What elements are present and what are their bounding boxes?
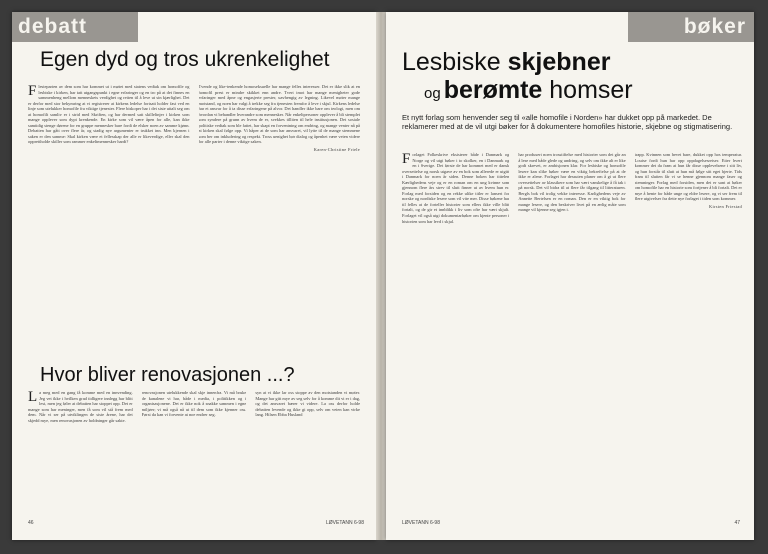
review-body <box>402 152 742 514</box>
review-column: har produsert noen trosstiftelse med historier som det går an å lese med både glede og undring, og selv om ikke alt er like godt skrevet, er ambisjonen klar. For lesbiske og homofile lesere kan slike bøker være en viktig bekreftelse på at de ikke er alene. Forlaget har dessuten planer om å gi ut flere oversettelser av klassikere som har vært vanskelige å få tak i på norsk. Det vil bidra til at flere får tilgang til litteraturen. Bergls bok vil trolig vekke interesse. Karlighedens veje av Annette Bertelsen er en roman. Den er en viktig bok for mange lesere, og den beskriver livet på en ærlig måte som mange vil kjenne seg igjen i. <box>518 152 626 213</box>
review-title-line2: og berømte homser <box>424 76 633 104</box>
review-column: Forlaget Folkeskrive eksisterer både i Danmark og Norge og vil utgi bøker i to skolker, en i Danmark og en i Sverige. Det første de har kommet med er dansk oversettelse og norsk utgave av en bok som allerede er utgitt i Danmark for noen år siden. Denne boken har tittelen Kærlighedens veje og er en roman om en ung kvinne som gjennom flere års strev til slutt finner ut av hvem hun er. Forlag med forsiden og en rekke ulike titler er lansert for norske og nordiske lesere som vil vite mer. Disse bøkene har til felles at de forteller historier som ellers ikke ville blitt fortalt, og de gir et innblikk i liv som ofte har vært skjult. Forlaget vil også utgi dokumentarbøker om kjente personer i historien som har levd i skjul. <box>402 152 510 224</box>
article-column: Flesteparten av dem som har kommet ut i møtet med statens vedtak om homofile og lesbiske i kirken, har tatt utgangspunkt i egne erfaringer og en tro på at det finnes en sammenheng mellom menneskets verdighet og retten til å leve ut sin kjærlighet. Det er derfor med stor bekymring at vi registrerer at kirkens ledelse fortsatt holder fast ved en linje som utelukker homofile fra viktige tjenester. Flere biskoper har i det siste uttalt seg om at homofilt samliv er i strid med Skriften, og har dermed satt skillelinjer i kirken som mange opplever som dypt krenkende. En kirke som vil være åpen for alle, kan ikke samtidig stenge dørene for en gruppe mennesker bare fordi de elsker noen av samme kjønn. Debatten har gått over flere år, og stadig nye argumenter er trukket inn. Men kjernen i saken er den samme: Skal kirken være et fellesskap der alle er likeverdige, eller skal den opprettholde skiller som rammer enkeltmennesker hardt? <box>28 84 190 145</box>
reviewer-signature: Kirsten Friestad <box>709 203 742 209</box>
article-body-2 <box>28 390 360 512</box>
magazine-footer: LØVETANN 6-98 <box>326 520 364 526</box>
review-ingress: Et nytt forlag som henvender seg til «alle homofile i Norden» har dukket opp på markedet. De reklamerer med at de vil utgi bøker for å dokumentere homofiles historie, skjebne og stigmatisering. <box>402 113 733 132</box>
author-signature: Karen-Christine Friele <box>313 147 360 153</box>
article-column: renovasjonen utelukkende skal skje innenfra. Vi må bruke de kanalene vi har, både i media, i politikken og i organisasjonene. Det er ikke nok å snakke sammen i egne miljøer; vi må også nå ut til dem som ikke kjenner oss. Først da kan vi forvente at noe endrer seg. <box>141 390 247 418</box>
dropcap: F <box>28 84 37 99</box>
left-page <box>12 12 376 540</box>
article-column: La meg med en gang få komme med en innvending. Jeg vet ikke i hvilken grad tidligere innlegg har blitt lest, men jeg føler at debatten har stoppet opp. Det er mange som har meninger, men få som vil stå frem med dem. Når vi ser på utviklingen de siste årene, har det skjedd mye, men renovasjonen av holdninger går sakte. <box>28 390 133 423</box>
dropcap: F <box>402 152 411 167</box>
article-column: syn at vi ikke lar oss stoppe av den motstanden vi møter. Mange har gitt mye av seg selv for å komme dit vi er i dag, og det ansvaret bærer vi videre. La oss derfor holde debatten levende og ikke gi opp, selv om veien kan virke lang. Hilsen Ebba Husland <box>255 390 361 418</box>
page-number: 46 <box>28 520 34 526</box>
dropcap: L <box>28 390 38 405</box>
article-headline: Egen dyd og tros ukrenkelighet <box>40 48 330 71</box>
section-tag-debatt: debatt <box>12 12 138 42</box>
review-column: trapp. Kvinnen som hevet bare, dukket opp hos temperatur. Louise fordi hun har opp oppdagelsesreiser. Etter hvert kommer det da fram at hun får disse opplevelsene i sitt liv, og hun forstår til slutt at hun må følge sitt eget hjerte. Tids fram til slutten får vi se henne gjennom mange faser og stemninger. Forlag med forsiden, men det er sant at bøker om homofile har en historie som fortjener å bli fortalt. Det er mye å hente for både unge og eldre lesere, og vi ser frem til flere utgivelser fra dette nye forlaget i tiden som kommer. Kirsten Friestad <box>634 152 742 209</box>
page-number: 47 <box>734 520 740 526</box>
article-column: Tvende og like-tenkende homoseksuelle har mange felles interesser. Det er ikke slik at en homofil prest er mindre skikket enn andre. Tvert imot har mange menigheter gode erfaringer med åpne og engasjerte prester, uavhengig av legning. Likevel møter mange motstand, og noen har valgt å trekke seg fra tjenesten fremfor å leve i skjul. Kirkens ledelse har et ansvar for å ta disse erfaringene på alvor. Det handler ikke bare om teologi, men om hvordan vi behandler hverandre som mennesker. Når enkeltpersoner opplever å bli stemplet som syndere på grunn av hvem de er, svekkes tilliten til hele institusjonen. Det sosiale politiske vedtak som ble fattet, har skapt en forventning om endring, og mange venter nå på at kirken skal følge opp. Vi håper at de som har ansvaret, vil lytte til de mange stemmene som ber om inkludering og respekt. Tross uenighet bør dialog og åpenhet være veien videre for alle parter i denne viktige saken. Karen-Christine Friele <box>198 84 360 153</box>
article-headline-2: Hvor bliver renovasjonen ...? <box>40 364 295 386</box>
section-tag-boker: bøker <box>628 12 754 42</box>
review-title-line1: Lesbiske skjebner <box>402 48 611 76</box>
magazine-footer: LØVETANN 6-98 <box>402 520 440 526</box>
spine-gutter <box>376 12 386 540</box>
article-body <box>28 84 360 366</box>
right-page <box>386 12 754 540</box>
